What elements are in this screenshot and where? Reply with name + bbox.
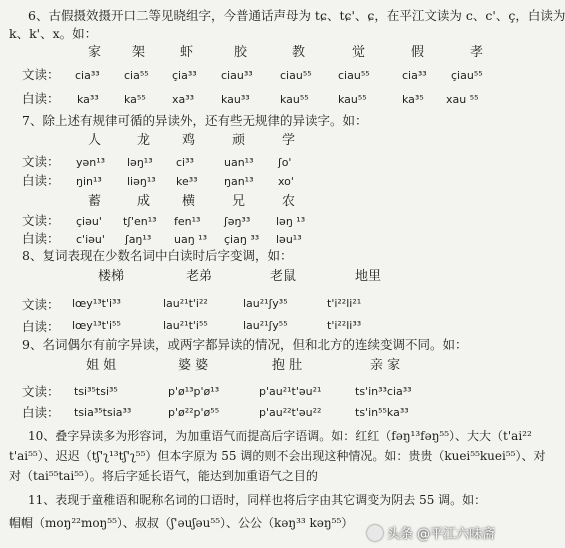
table7a-char: 鸡 (182, 133, 196, 148)
table6-wen: ciau⁵⁵ (280, 69, 312, 82)
table9-bai: p'au²²t'əu²² (259, 406, 322, 419)
table6-wen: ciau³³ (221, 69, 253, 82)
table6-bai: kau⁵⁵ (338, 93, 367, 106)
paragraph-11-line-1: 11、表现于童稚语和昵称名词的口语时，同样也将后字由其它调变为阴去 55 调。如： (28, 493, 487, 507)
table8-wen: t'i²²li²¹ (327, 297, 362, 310)
table7b-bai: c'iəu' (76, 233, 105, 246)
paragraph-8: 8、复词表现在少数名词中白读时后字变调，如： (22, 248, 293, 263)
table9-bai: ts'in⁵⁵ka³³ (355, 406, 409, 419)
watermark-text: 头条 @平江六味斋 (386, 527, 495, 542)
table7b-char: 横 (182, 194, 196, 209)
table7b-bai: çiaŋ ³³ (224, 233, 260, 246)
table8-bai: lau²¹ʃy⁵⁵ (243, 319, 288, 332)
table8-word: 老弟 (186, 269, 213, 284)
table7b-char: 农 (282, 194, 296, 209)
table6-char: 孝 (470, 45, 484, 60)
table7a-bai: ŋin¹³ (76, 175, 102, 188)
table9-word: 亲 家 (370, 358, 401, 373)
table7b-bai: ləu¹³ (276, 233, 302, 246)
table7b-wen: fen¹³ (174, 215, 201, 228)
table8-word: 楼梯 (98, 269, 125, 284)
table6-char: 教 (292, 45, 306, 60)
table6-wen: cia³³ (402, 69, 427, 82)
wen-label: 文读： (22, 154, 60, 169)
table6-char: 架 (132, 45, 146, 60)
table9-wen: p'au²¹t'əu²¹ (259, 385, 322, 398)
paragraph-9: 9、名词偶尔有前字异读，或两字都异读的情况，但和北方的连续变调不同。如： (22, 337, 468, 352)
table6-bai: ka⁵⁵ (124, 93, 146, 106)
table7a-wen: yən¹³ (76, 156, 106, 169)
bai-label: 白读： (22, 173, 60, 188)
table6-wen: çiau⁵⁵ (451, 69, 483, 82)
table7a-bai: ke³³ (176, 175, 198, 188)
table6-char: 胶 (234, 45, 248, 60)
table6-wen: cia³³ (75, 69, 100, 82)
table7b-wen: ləŋ ¹³ (276, 215, 306, 228)
table7b-wen: tʃ'en¹³ (123, 215, 157, 228)
table7a-char: 学 (282, 133, 296, 148)
paragraph-11-line-2: 帽帽（moŋ²²moŋ⁵⁵）、叔叔（ʃ'əuʃəu⁵⁵）、公公（kəŋ³³ kəŋ⁵⁵） (9, 516, 354, 530)
table7a-wen: ci³³ (176, 156, 194, 169)
paragraph-10-line-1: 10、叠字异读多为形容词，为加重语气而提高后字语调。如：红红（fəŋ¹³fəŋ⁵⁵）、大大（t'ai²² (28, 429, 532, 443)
table6-wen: ciau⁵⁵ (338, 69, 370, 82)
table6-bai: xa³³ (172, 93, 195, 106)
table8-word: 地里 (355, 269, 382, 284)
table8-wen: lau²¹t'i²² (163, 297, 208, 310)
paragraph-6-line-2: k、k'、x。如： (9, 26, 98, 41)
table7a-bai: xo' (278, 175, 294, 188)
table6-wen: çia³³ (172, 69, 197, 82)
paragraph-10-line-3: 对（tai⁵⁵tai⁵⁵）。将后字延长语气，能达到加重语气之目的 (9, 469, 318, 483)
table7a-bai: ŋan¹³ (224, 175, 254, 188)
table7b-char: 成 (137, 194, 151, 209)
wen-label: 文读： (22, 213, 60, 228)
table9-wen: p'ø¹³p'ø¹³ (168, 385, 220, 398)
bai-label: 白读： (22, 319, 60, 334)
table6-wen: cia⁵⁵ (124, 69, 149, 82)
avatar-icon (367, 525, 383, 541)
table8-word: 老鼠 (270, 269, 297, 284)
table6-char: 家 (88, 45, 102, 60)
table9-word: 婆 婆 (178, 358, 209, 373)
table6-bai: kau³³ (221, 93, 250, 106)
bai-label: 白读： (22, 405, 60, 420)
table7a-wen: ləŋ¹³ (127, 156, 153, 169)
table8-wen: lau²¹ʃy³⁵ (243, 297, 288, 310)
wen-label: 文读： (22, 384, 60, 399)
table7b-bai: ʃaŋ¹³ (125, 233, 152, 246)
table9-wen: ts'in³³cia³³ (355, 385, 412, 398)
table6-bai: xau ⁵⁵ (446, 93, 479, 106)
table6-char: 虾 (180, 45, 194, 60)
paragraph-6-line-1: 6、古假摄效摄开口二等见晓组字，今普通话声母为 tɕ、tɕ'、ɕ，在平江文读为 c、c'、ç，白读为 (28, 8, 565, 23)
table7b-wen: çiəu' (76, 215, 102, 228)
bai-label: 白读： (22, 231, 60, 246)
table6-char: 假 (411, 45, 425, 60)
bai-label: 白读： (22, 91, 60, 106)
table9-bai: p'ø²²p'ø⁵⁵ (168, 406, 220, 419)
wen-label: 文读： (22, 67, 60, 82)
table8-bai: t'i²²li³³ (327, 319, 362, 332)
table9-bai: tsia³⁵tsia³³ (74, 406, 132, 419)
table9-wen: tsi³⁵tsi³⁵ (74, 385, 118, 398)
wen-label: 文读： (22, 297, 60, 312)
table7b-char: 兄 (232, 194, 246, 209)
table7a-wen: ʃo' (278, 156, 292, 169)
paragraph-10-line-2: t'ai⁵⁵）、迟迟（tʃ'ʅ¹³tʃ'ʅ⁵⁵）但本字原为 55 调的则不会出现这种情况。如：贵贵（kuei⁵⁵kuei⁵⁵）、对 (9, 449, 546, 463)
table8-bai: lœy¹³t'i⁵⁵ (72, 319, 121, 332)
table8-bai: lau²¹t'i⁵⁵ (163, 319, 208, 332)
table8-wen: lœy¹³t'i³³ (72, 297, 121, 310)
table9-word: 抱 肚 (272, 358, 303, 373)
table7a-bai: liəŋ¹³ (127, 175, 156, 188)
table7b-bai: uaŋ ¹³ (174, 233, 207, 246)
watermark (367, 523, 495, 542)
table9-word: 姐 姐 (86, 358, 117, 373)
table6-bai: kau⁵⁵ (280, 93, 309, 106)
paragraph-7: 7、除上述有规律可循的异读外，还有些无规律的异读字。如： (22, 113, 368, 128)
table7b-wen: ʃəŋ³³ (224, 215, 251, 228)
table6-bai: ka³⁵ (402, 93, 424, 106)
table7a-char: 顽 (232, 133, 246, 148)
table7a-char: 人 (88, 133, 102, 148)
table7a-wen: uan¹³ (224, 156, 254, 169)
table6-char: 觉 (352, 45, 366, 60)
table7b-char: 蓄 (88, 194, 102, 209)
table6-bai: ka³³ (77, 93, 99, 106)
table7a-char: 龙 (137, 133, 151, 148)
